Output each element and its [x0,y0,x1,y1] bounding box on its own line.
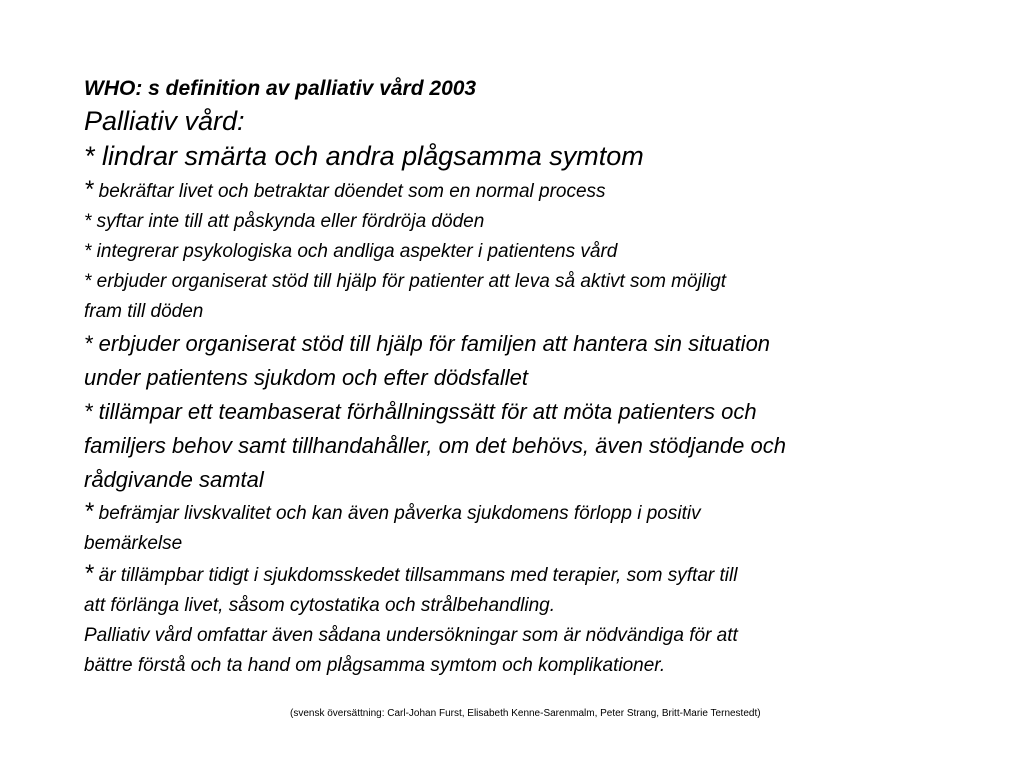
list-item-2 [84,175,1004,207]
list-item-7-line-2: familjers behov samt tillhandahåller, om det behövs, även stödjande och [84,433,786,458]
bullet-star: * [84,560,94,587]
closing-line-2: bättre förstå och ta hand om plågsamma symtom och komplikationer. [84,655,666,676]
list-item-6-line-2: under patientens sjukdom och efter dödsfallet [84,365,528,390]
list-item-5-line-1: * erbjuder organiserat stöd till hjälp för patienter att leva så aktivt som möjligt [84,271,727,292]
list-item-8-line-1 [84,497,1004,529]
slide-content [84,74,1004,681]
bullet-star: * [84,498,94,525]
list-item-5-line-2: fram till döden [84,301,204,322]
slide-subtitle: Palliativ vård: [84,106,245,136]
translation-credit: (svensk översättning: Carl-Johan Furst, Elisabeth Kenne-Sarenmalm, Peter Strang, Britt-Marie Ternestedt) [290,708,761,719]
list-item-6-line-1: * erbjuder organiserat stöd till hjälp för familjen att hantera sin situation [84,331,771,356]
slide-heading: WHO: s definition av palliativ vård 2003 [84,77,477,100]
list-item-9-text: är tillämpbar tidigt i sjukdomsskedet tillsammans med terapier, som syftar till [93,565,738,586]
list-item-7-line-3: rådgivande samtal [84,467,264,492]
list-item-9-line-2: att förlänga livet, såsom cytostatika och strålbehandling. [84,595,556,616]
closing-line-1: Palliativ vård omfattar även sådana undersökningar som är nödvändiga för att [84,625,738,646]
list-item-3: * syftar inte till att påskynda eller fördröja döden [84,211,485,232]
list-item-7-line-1: * tillämpar ett teambaserat förhållningssätt för att möta patienters och [84,399,757,424]
list-item-4: * integrerar psykologiska och andliga aspekter i patientens vård [84,241,618,262]
list-item-1: * lindrar smärta och andra plågsamma symtom [84,141,644,171]
bullet-star: * [84,176,94,203]
list-item-9-line-1 [84,559,1004,591]
list-item-8-line-2: bemärkelse [84,533,183,554]
list-item-2-text: bekräftar livet och betraktar döendet som en normal process [93,181,606,202]
list-item-8-text: befrämjar livskvalitet och kan även påverka sjukdomens förlopp i positiv [93,503,701,524]
